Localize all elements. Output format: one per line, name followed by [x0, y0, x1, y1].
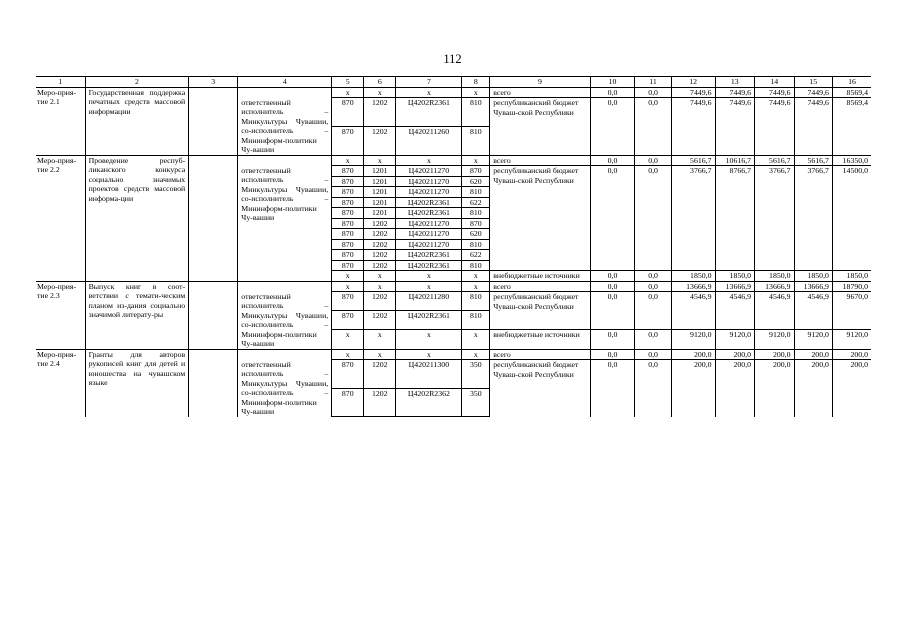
cell-funding-source: всего: [490, 349, 590, 360]
cell-gov-code: x: [332, 349, 364, 360]
cell-amount: 0,0: [590, 155, 635, 166]
cell-target-article: x: [396, 87, 462, 98]
cell-expense-type: x: [462, 330, 490, 349]
cell-amount: 1850,0: [671, 271, 715, 282]
cell-expense-type: 810: [462, 292, 490, 311]
cell-amount: 0,0: [635, 87, 671, 98]
cell-amount: 9120,0: [832, 330, 871, 349]
cell-amount: 9120,0: [715, 330, 755, 349]
executor-spacer: [238, 155, 332, 166]
column-numbers-row: [36, 77, 871, 88]
empty-cell: [189, 349, 238, 417]
cell-amount: 200,0: [794, 360, 832, 417]
cell-amount: 200,0: [832, 349, 871, 360]
cell-amount: 13666,9: [794, 281, 832, 292]
measure-name: Государственная поддержка печатных средств массовой информации: [85, 87, 189, 155]
column-number: 9: [490, 77, 590, 88]
cell-section-code: 1201: [364, 166, 396, 177]
measure-code: Меро-прия-тие 2.1: [36, 87, 85, 155]
cell-amount: 0,0: [590, 166, 635, 271]
cell-target-article: Ц4202R2361: [396, 98, 462, 127]
cell-section-code: x: [364, 281, 396, 292]
cell-gov-code: 870: [332, 197, 364, 208]
cell-section-code: 1202: [364, 239, 396, 250]
cell-amount: 7449,6: [671, 98, 715, 156]
cell-section-code: x: [364, 271, 396, 282]
cell-target-article: Ц420211270: [396, 176, 462, 187]
cell-gov-code: 870: [332, 388, 364, 417]
measure-code: Меро-прия-тие 2.4: [36, 349, 85, 417]
column-number: 3: [189, 77, 238, 88]
cell-amount: 200,0: [671, 349, 715, 360]
cell-section-code: 1202: [364, 388, 396, 417]
cell-funding-source: республиканский бюджет Чуваш-ской Республики: [490, 292, 590, 330]
cell-gov-code: x: [332, 87, 364, 98]
cell-amount: 14500,0: [832, 166, 871, 271]
cell-target-article: Ц4202R2361: [396, 260, 462, 271]
cell-amount: 16350,0: [832, 155, 871, 166]
cell-amount: 1850,0: [794, 271, 832, 282]
cell-amount: 5616,7: [755, 155, 795, 166]
measure-executor: ответственный исполнитель – Минкультуры Чувашии, со-исполнитель – Мининформ-политики Чу-вашии: [238, 98, 332, 156]
cell-section-code: 1202: [364, 126, 396, 155]
column-number: 8: [462, 77, 490, 88]
cell-section-code: 1202: [364, 250, 396, 261]
measure-first-row: [36, 281, 871, 292]
cell-amount: 0,0: [635, 281, 671, 292]
cell-section-code: x: [364, 330, 396, 349]
cell-expense-type: 810: [462, 208, 490, 219]
cell-target-article: Ц4202R2361: [396, 250, 462, 261]
cell-gov-code: 870: [332, 166, 364, 177]
cell-amount: 3766,7: [794, 166, 832, 271]
cell-amount: 4546,9: [755, 292, 795, 330]
cell-amount: 0,0: [635, 349, 671, 360]
cell-gov-code: x: [332, 271, 364, 282]
cell-amount: 18790,0: [832, 281, 871, 292]
page-number: 112: [443, 52, 462, 66]
measure-code: Меро-прия-тие 2.3: [36, 281, 85, 349]
cell-amount: 200,0: [794, 349, 832, 360]
column-number: 5: [332, 77, 364, 88]
cell-funding-source: внебюджетные источники: [490, 271, 590, 282]
cell-amount: 13666,9: [671, 281, 715, 292]
cell-section-code: 1202: [364, 292, 396, 311]
cell-expense-type: x: [462, 281, 490, 292]
cell-amount: 7449,6: [755, 87, 795, 98]
cell-gov-code: 870: [332, 176, 364, 187]
cell-expense-type: 810: [462, 98, 490, 127]
cell-target-article: x: [396, 155, 462, 166]
cell-target-article: Ц4202R2361: [396, 311, 462, 330]
cell-target-article: x: [396, 330, 462, 349]
cell-section-code: 1202: [364, 218, 396, 229]
program-table: [36, 76, 871, 417]
cell-amount: 7449,6: [755, 98, 795, 156]
cell-gov-code: 870: [332, 229, 364, 240]
cell-amount: 0,0: [590, 330, 635, 349]
cell-amount: 4546,9: [715, 292, 755, 330]
cell-amount: 13666,9: [755, 281, 795, 292]
column-number: 7: [396, 77, 462, 88]
cell-expense-type: 622: [462, 197, 490, 208]
measure-first-row: [36, 155, 871, 166]
column-number: 12: [671, 77, 715, 88]
cell-amount: 0,0: [590, 349, 635, 360]
cell-target-article: Ц420211270: [396, 218, 462, 229]
cell-gov-code: 870: [332, 292, 364, 311]
cell-amount: 200,0: [715, 360, 755, 417]
cell-amount: 7449,6: [671, 87, 715, 98]
measure-first-row: [36, 87, 871, 98]
cell-funding-source: всего: [490, 155, 590, 166]
cell-gov-code: x: [332, 330, 364, 349]
cell-amount: 0,0: [635, 155, 671, 166]
measure-first-row: [36, 349, 871, 360]
cell-gov-code: 870: [332, 187, 364, 198]
cell-gov-code: x: [332, 155, 364, 166]
cell-expense-type: x: [462, 349, 490, 360]
cell-expense-type: 870: [462, 218, 490, 229]
measure-executor: ответственный исполнитель – Минкультуры Чувашии, со-исполнитель – Мининформ-политики Чу-вашии: [238, 166, 332, 282]
column-number: 13: [715, 77, 755, 88]
cell-expense-type: x: [462, 87, 490, 98]
measure-name: Выпуск книг в соот-ветствии с темати-ческим планом из-дания социально значимой литерату-ры: [85, 281, 189, 349]
measure-code: Меро-прия-тие 2.2: [36, 155, 85, 281]
column-number: 16: [832, 77, 871, 88]
cell-expense-type: 620: [462, 229, 490, 240]
cell-amount: 0,0: [590, 98, 635, 156]
cell-gov-code: 870: [332, 208, 364, 219]
cell-target-article: Ц420211280: [396, 292, 462, 311]
cell-amount: 10616,7: [715, 155, 755, 166]
column-number: 6: [364, 77, 396, 88]
empty-cell: [189, 281, 238, 349]
cell-funding-source: внебюджетные источники: [490, 330, 590, 349]
cell-amount: 200,0: [832, 360, 871, 417]
cell-target-article: Ц4202R2361: [396, 208, 462, 219]
cell-target-article: x: [396, 271, 462, 282]
cell-target-article: x: [396, 349, 462, 360]
cell-target-article: Ц420211270: [396, 187, 462, 198]
cell-amount: 200,0: [755, 360, 795, 417]
cell-section-code: 1201: [364, 176, 396, 187]
cell-section-code: 1202: [364, 98, 396, 127]
cell-amount: 9120,0: [671, 330, 715, 349]
column-number: 11: [635, 77, 671, 88]
executor-spacer: [238, 349, 332, 360]
cell-amount: 0,0: [590, 292, 635, 330]
cell-gov-code: 870: [332, 360, 364, 389]
cell-gov-code: 870: [332, 218, 364, 229]
column-number: 4: [238, 77, 332, 88]
cell-amount: 8766,7: [715, 166, 755, 271]
cell-amount: 200,0: [755, 349, 795, 360]
cell-amount: 0,0: [635, 360, 671, 417]
cell-amount: 9120,0: [794, 330, 832, 349]
cell-gov-code: x: [332, 281, 364, 292]
column-number: 10: [590, 77, 635, 88]
cell-funding-source: республиканский бюджет Чуваш-ской Республики: [490, 360, 590, 417]
cell-target-article: x: [396, 281, 462, 292]
cell-section-code: 1202: [364, 260, 396, 271]
column-number: 15: [794, 77, 832, 88]
executor-spacer: [238, 87, 332, 98]
cell-amount: 8569,4: [832, 98, 871, 156]
cell-expense-type: 870: [462, 166, 490, 177]
cell-amount: 7449,6: [715, 87, 755, 98]
cell-amount: 0,0: [635, 271, 671, 282]
empty-cell: [189, 87, 238, 155]
cell-amount: 5616,7: [794, 155, 832, 166]
cell-amount: 1850,0: [755, 271, 795, 282]
empty-cell: [189, 155, 238, 281]
cell-amount: 9120,0: [755, 330, 795, 349]
cell-amount: 1850,0: [832, 271, 871, 282]
cell-amount: 4546,9: [671, 292, 715, 330]
cell-target-article: Ц420211270: [396, 229, 462, 240]
cell-amount: 0,0: [590, 360, 635, 417]
measure-executor: ответственный исполнитель – Минкультуры Чувашии, со-исполнитель – Мининформ-политики Чу-вашии: [238, 292, 332, 350]
cell-amount: 200,0: [671, 360, 715, 417]
cell-expense-type: 810: [462, 239, 490, 250]
cell-amount: 5616,7: [671, 155, 715, 166]
measure-name: Гранты для авторов рукописей книг для детей и юношества на чувашском языке: [85, 349, 189, 417]
cell-target-article: Ц420211300: [396, 360, 462, 389]
cell-section-code: 1201: [364, 187, 396, 198]
cell-target-article: Ц420211260: [396, 126, 462, 155]
cell-target-article: Ц420211270: [396, 166, 462, 177]
cell-amount: 3766,7: [755, 166, 795, 271]
cell-amount: 0,0: [635, 330, 671, 349]
cell-amount: 1850,0: [715, 271, 755, 282]
cell-amount: 9670,0: [832, 292, 871, 330]
cell-amount: 3766,7: [671, 166, 715, 271]
cell-amount: 4546,9: [794, 292, 832, 330]
cell-amount: 0,0: [635, 292, 671, 330]
cell-section-code: x: [364, 87, 396, 98]
cell-gov-code: 870: [332, 98, 364, 127]
cell-amount: 7449,6: [715, 98, 755, 156]
cell-expense-type: 810: [462, 311, 490, 330]
cell-section-code: 1202: [364, 311, 396, 330]
cell-amount: 13666,9: [715, 281, 755, 292]
cell-section-code: 1201: [364, 197, 396, 208]
executor-spacer: [238, 281, 332, 292]
column-number: 1: [36, 77, 85, 88]
cell-amount: 0,0: [635, 166, 671, 271]
measure-executor: ответственный исполнитель – Минкультуры Чувашии, со-исполнитель – Мининформ-политики Чу-вашии: [238, 360, 332, 417]
cell-expense-type: 350: [462, 388, 490, 417]
measure-name: Проведение респуб-ликанского конкурса социально значимых проектов средств массовой информа-ции: [85, 155, 189, 281]
cell-section-code: 1202: [364, 360, 396, 389]
cell-amount: 0,0: [590, 87, 635, 98]
cell-amount: 0,0: [590, 281, 635, 292]
cell-gov-code: 870: [332, 311, 364, 330]
cell-funding-source: республиканский бюджет Чуваш-ской Республики: [490, 166, 590, 271]
cell-expense-type: 350: [462, 360, 490, 389]
cell-funding-source: всего: [490, 87, 590, 98]
cell-gov-code: 870: [332, 126, 364, 155]
cell-expense-type: 810: [462, 126, 490, 155]
cell-amount: 8569,4: [832, 87, 871, 98]
cell-funding-source: всего: [490, 281, 590, 292]
cell-section-code: x: [364, 155, 396, 166]
cell-section-code: 1201: [364, 208, 396, 219]
cell-amount: 7449,6: [794, 98, 832, 156]
cell-amount: 200,0: [715, 349, 755, 360]
cell-section-code: 1202: [364, 229, 396, 240]
cell-gov-code: 870: [332, 239, 364, 250]
cell-expense-type: 810: [462, 187, 490, 198]
column-number: 2: [85, 77, 189, 88]
cell-expense-type: 622: [462, 250, 490, 261]
cell-gov-code: 870: [332, 260, 364, 271]
cell-expense-type: 620: [462, 176, 490, 187]
cell-amount: 0,0: [635, 98, 671, 156]
cell-expense-type: x: [462, 155, 490, 166]
cell-gov-code: 870: [332, 250, 364, 261]
cell-funding-source: республиканский бюджет Чуваш-ской Республики: [490, 98, 590, 156]
cell-amount: 0,0: [590, 271, 635, 282]
cell-target-article: Ц420211270: [396, 239, 462, 250]
column-number: 14: [755, 77, 795, 88]
cell-target-article: Ц4202R2361: [396, 197, 462, 208]
cell-target-article: Ц4202R2362: [396, 388, 462, 417]
cell-section-code: x: [364, 349, 396, 360]
cell-expense-type: 810: [462, 260, 490, 271]
cell-amount: 7449,6: [794, 87, 832, 98]
cell-expense-type: x: [462, 271, 490, 282]
